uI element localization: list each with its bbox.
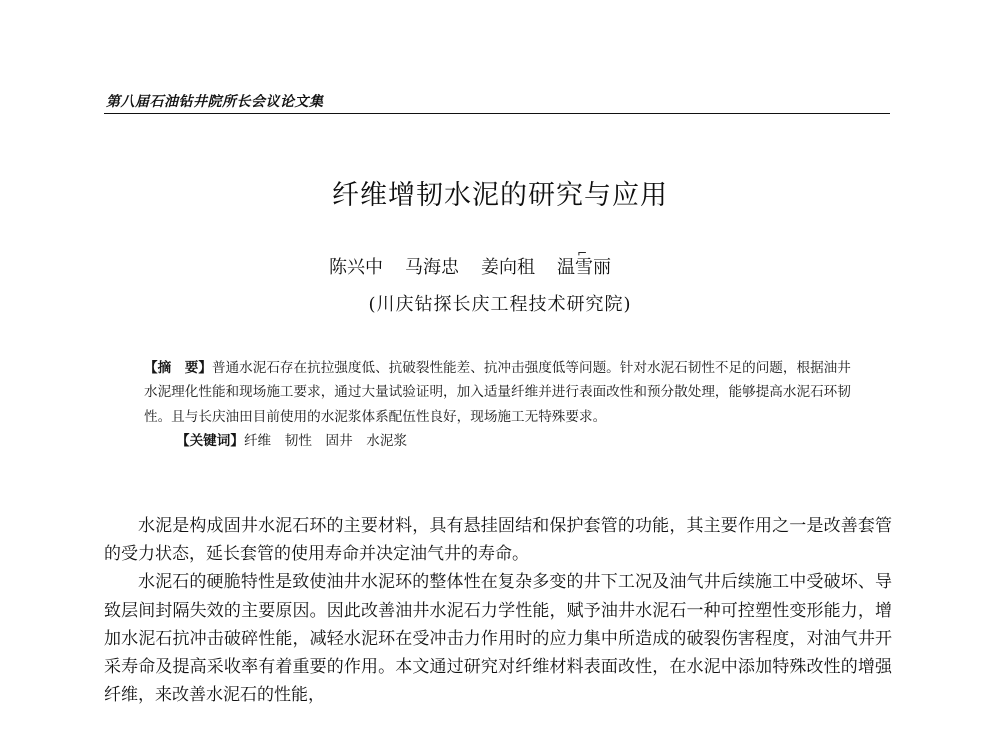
body-paragraph: 水泥是构成固井水泥石环的主要材料，具有悬挂固结和保护套管的功能，其主要作用之一是改善套管的受力状态，延长套管的使用寿命并决定油气井的寿命。 — [104, 516, 892, 565]
body-text — [104, 512, 892, 709]
abstract-label: 【摘 要】 — [144, 360, 212, 376]
abstract-paragraph — [144, 356, 864, 429]
abstract — [144, 356, 864, 454]
running-header: 第八届石油钻井院所长会议论文集 — [106, 94, 324, 110]
body-paragraph: 水泥石的硬脆特性是致使油井水泥环的整体性在复杂多变的井下工况及油气井后续施工中受破坏、导致层间封隔失效的主要原因。因此改善油井水泥石力学性能，赋予油井水泥石一种可控塑性变形能力，增加水泥石抗冲击破碎性能，减轻水泥环在受冲击力作用时的应力集中所造成的破裂伤害程度，对油气井开采寿命及提高采收率有着重要的作用。本文通过研究对纤维材料表面改性，在水泥中添加特殊改性的增强纤维，来改善水泥石的性能， — [104, 572, 892, 706]
author-name: 姜向租 — [481, 257, 535, 278]
paper-title: 纤维增韧水泥的研究与应用 — [332, 180, 668, 211]
author-list — [329, 253, 611, 279]
header-rule — [104, 113, 890, 114]
author-name: 陈兴中 — [329, 257, 383, 278]
author-name: 马海忠 — [405, 257, 459, 278]
author-name: 温雪丽 — [557, 257, 611, 278]
scan-artifact-mark: ⌐ — [577, 246, 588, 260]
keywords-label: 【关键词】 — [176, 433, 244, 450]
keywords-text: 纤维 韧性 固井 水泥浆 — [243, 433, 408, 450]
abstract-text: 普通水泥石存在抗拉强度低、抗破裂性能差、抗冲击强度低等问题。针对水泥石韧性不足的问题，根据油井水泥理化性能和现场施工要求，通过大量试验证明，加入适量纤维并进行表面改性和预分散处理，能够提高水泥石环韧性。且与长庆油田目前使用的水泥浆体系配伍性良好，现场施工无特殊要求。 — [144, 360, 851, 425]
keywords-line — [144, 429, 864, 453]
affiliation: (川庆钻探长庆工程技术研究院) — [368, 294, 632, 315]
